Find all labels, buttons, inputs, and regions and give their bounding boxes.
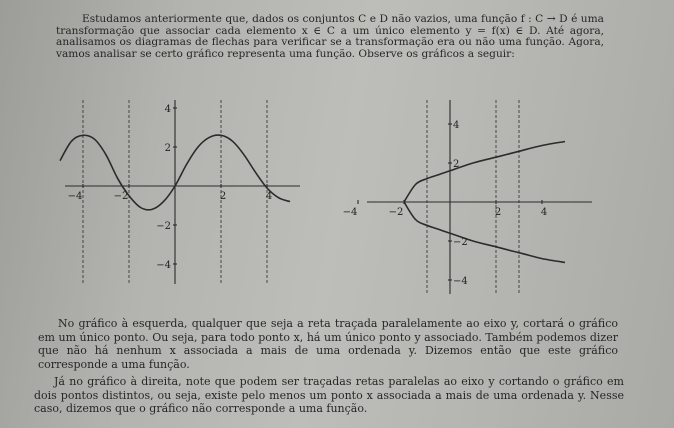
right-curve-0 bbox=[404, 142, 565, 203]
left-y-tick-label: −2 bbox=[156, 221, 171, 232]
left-graph-explanation: No gráfico à esquerda, qualquer que seja a reta traçada paralelamente ao eixo y, cortará o gráfico em um único ponto. Ou seja, para todo ponto x, há um único ponto y associado. Também podemos dizer que não há nenhum x associada a mais de uma ordenada y. Dizemos então que este gráfico corresponde a uma função. bbox=[38, 317, 618, 371]
relation-graph-parabola bbox=[342, 96, 612, 296]
right-x-tick-label: −4 bbox=[342, 207, 358, 218]
right-y-tick-label: −4 bbox=[453, 276, 468, 287]
intro-paragraph: Estudamos anteriormente que, dados os conjuntos C e D não vazios, uma função f : C → D é uma transformação que associar cada elemento x ∈ C a um único elemento y = f(x) ∈ D. Até agora, analisamos os diagramas de flechas para verificar se a transformação era ou não uma função. Agora, vamos analisar se certo gráfico representa uma função. Observe os gráficos a seguir: bbox=[56, 13, 604, 60]
right-x-tick-label: 2 bbox=[494, 207, 502, 218]
left-x-tick-label: −4 bbox=[67, 191, 83, 202]
right-graph-explanation: Já no gráfico à direita, note que podem ser traçadas retas paralelas ao eixo y cortando o gráfico em dois pontos distintos, ou seja, existe pelo menos um ponto x associada a mais de uma ordenada y. Nesse caso, dizemos que o gráfico não corresponde a uma função. bbox=[34, 375, 624, 416]
function-graph-sine bbox=[60, 96, 310, 296]
right-x-tick-label: −2 bbox=[388, 207, 404, 218]
right-y-tick-label: 2 bbox=[453, 159, 460, 170]
left-y-tick-label: 2 bbox=[164, 143, 171, 154]
left-x-tick-label: 4 bbox=[265, 191, 273, 202]
left-x-tick-label: 2 bbox=[219, 191, 227, 202]
right-y-tick-label: −2 bbox=[453, 237, 468, 248]
right-x-tick-label: 4 bbox=[540, 207, 548, 218]
right-y-tick-label: 4 bbox=[453, 120, 460, 131]
left-x-tick-label: −2 bbox=[113, 191, 129, 202]
left-y-tick-label: 4 bbox=[164, 104, 171, 115]
left-y-tick-label: −4 bbox=[156, 260, 171, 271]
